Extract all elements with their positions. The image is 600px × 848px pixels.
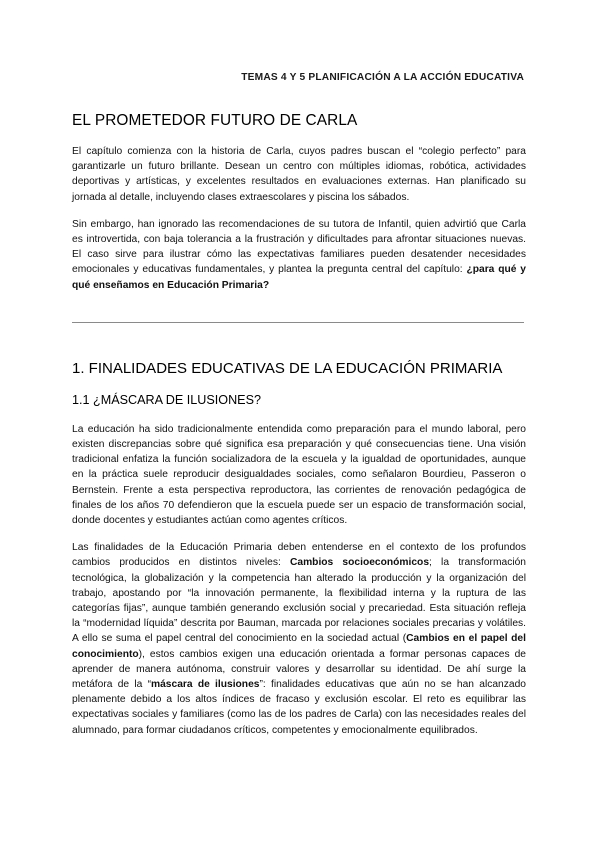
body-text-segment: ”: finalidades educativas que aún no se han alcanzado plenamente debido a los altos índices de fracaso y exclusión escolar. El reto es equilibrar las expectativas sociales y familiares (como las de los padres de Carla) con las necesidades reales del alumnado, para formar ciudadanos críticos, competentes y emocionalmente equilibrados. xyxy=(72,679,526,736)
bold-term-socioeconomic: Cambios socioeconómicos xyxy=(289,557,430,569)
bold-term-mask: máscara de ilusiones xyxy=(150,679,260,691)
page-title: EL PROMETEDOR FUTURO DE CARLA xyxy=(72,112,358,129)
section-heading: 1. FINALIDADES EDUCATIVAS DE LA EDUCACIÓN PRIMARIA xyxy=(72,359,503,377)
intro-paragraph-2-text: Sin embargo, han ignorado las recomendaciones de su tutora de Infantil, quien advirtió que Carla es introvertida, con baja tolerancia a la frustración y dificultades para afrontar situaciones nuevas. El caso sirve para ilustrar cómo las expectativas familiares pueden desatender necesidades emocionales y educativas fundamentales, y plantea la pregunta central del capítulo: xyxy=(72,218,526,276)
intro-paragraph-1: El capítulo comienza con la historia de Carla, cuyos padres buscan el “colegio perfecto” para garantizarle un futuro brillante. Desean un centro con múltiples idiomas, robótica, actividades deportivas y artísticas, y excelentes resultados en evaluaciones externas. Han planificado su jornada al detalle, incluyendo clases extraescolares y piscina los sábados. xyxy=(72,146,526,203)
page-content xyxy=(72,112,526,738)
body-paragraph-2 xyxy=(72,540,526,738)
bold-term-knowledge: Cambios en el papel del conocimiento xyxy=(72,633,526,660)
central-question: ¿para qué y qué enseñamos en Educación Primaria? xyxy=(72,264,526,291)
running-header: TEMAS 4 Y 5 PLANIFICACIÓN A LA ACCIÓN EDUCATIVA xyxy=(241,72,524,83)
body-text-segment: ), estos cambios exigen una educación orientada a formar personas capaces de aprender de manera autónoma, construir valores y desarrollar su identidad. De ahí surge la metáfora de la “ xyxy=(72,648,526,691)
body-text-segment: Las finalidades de la Educación Primaria deben entenderse en el contexto de los profundos cambios producidos en distintos niveles: xyxy=(72,542,526,569)
subsection-heading: 1.1 ¿MÁSCARA DE ILUSIONES? xyxy=(72,392,261,407)
body-paragraph-1: La educación ha sido tradicionalmente entendida como preparación para el mundo laboral, pero existen discrepancias sobre qué significa esa preparación y qué consecuencias tiene. Una visión tradicional enfatiza la función socializadora de la escuela y la igualdad de oportunidades, aunque en la práctica suele reproducir desigualdades sociales, como señalaron Bourdieu, Passeron o Bernstein. Frente a esta perspectiva reproductora, las corrientes de renovación pedagógica de finales de los años 70 defendieron que la escuela puede ser un espacio de transformación social, donde docentes y estudiantes actúan como agentes críticos. xyxy=(72,423,526,527)
horizontal-divider xyxy=(72,322,524,323)
body-text-segment: ; la transformación tecnológica, la globalización y la competencia han alterado la producción y la organización del trabajo, apostando por “la innovación permanente, la flexibilidad interna y la ruptura de las categorías fijas”, aunque también generando exclusión social y precariedad. Esta situación refleja la “modernidad líquida” descrita por Bauman, marcada por relaciones sociales precarias y volátiles. A ello se suma el papel central del conocimiento en la sociedad actual ( xyxy=(72,557,526,645)
intro-paragraph-2 xyxy=(72,217,526,293)
